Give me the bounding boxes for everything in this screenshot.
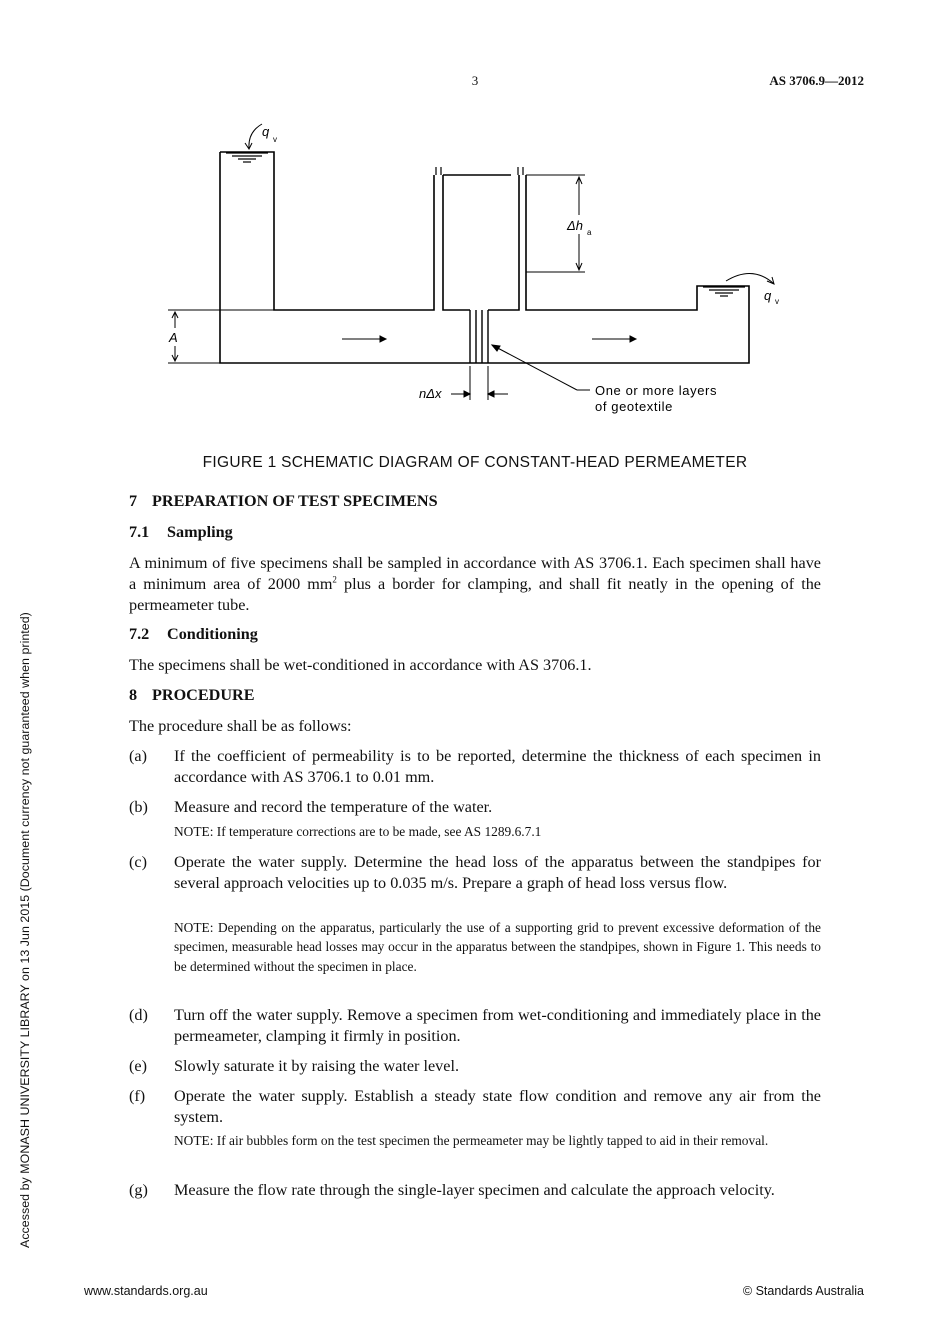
geotextile-label-line1: One or more layers — [595, 383, 718, 398]
procedure-item-b — [129, 797, 821, 818]
section-8-heading — [129, 686, 255, 705]
sampling-paragraph — [129, 553, 821, 615]
item-text: Slowly saturate it by raising the water level. — [174, 1057, 460, 1075]
footer-copyright: © Standards Australia — [742, 1284, 864, 1298]
qv-right-label: q — [764, 288, 772, 303]
item-text: If the coefficient of permeability is to be reported, determine the thickness of each specimen in accordance with AS 3706.1 to 0.01 mm. — [174, 747, 821, 786]
item-label: (d) — [129, 1006, 148, 1024]
geotextile-layers — [470, 310, 488, 363]
item-label: (b) — [129, 798, 148, 816]
section-title: PROCEDURE — [152, 686, 255, 704]
section-number: 7.2 — [129, 625, 150, 643]
item-text: Turn off the water supply. Remove a specimen from wet-conditioning and immediately place in the permeameter, clamping it firmly in position. — [174, 1006, 821, 1045]
item-text: Measure and record the temperature of the water. — [174, 798, 493, 816]
procedure-item-f — [129, 1086, 821, 1128]
flow-direction-arrows — [342, 336, 636, 342]
procedure-intro: The procedure shall be as follows: — [129, 717, 352, 735]
qv-left-label: q — [262, 124, 270, 139]
section-number: 7 — [129, 492, 138, 510]
footer-website-link[interactable]: www.standards.org.au — [84, 1284, 208, 1298]
procedure-item-e — [129, 1056, 821, 1077]
section-7-heading — [129, 492, 438, 511]
sampling-superscript: 2 — [332, 574, 337, 585]
geotextile-leader — [492, 345, 590, 390]
n-delta-x-label: nΔx — [419, 386, 442, 401]
procedure-item-g — [129, 1180, 821, 1201]
item-text: Operate the water supply. Determine the head loss of the apparatus between the standpipes for several approach velocities up to 0.035 m/s. Prepare a graph of head loss versus flow. — [174, 853, 821, 892]
procedure-note-c: NOTE: Depending on the apparatus, particularly the use of a supporting grid to prevent excessive deformation of the specimen, measurable head losses may occur in the apparatus between the standpipes, shown in Figure 1. This needs to be determined without the specimen in place. — [174, 920, 821, 974]
height-a-label: A — [169, 330, 178, 345]
item-label: (f) — [129, 1087, 146, 1105]
procedure-note-b: NOTE: If temperature corrections are to be made, see AS 1289.6.7.1 — [174, 824, 542, 839]
water-level-left-icon — [226, 153, 268, 162]
figure-caption: FIGURE 1 SCHEMATIC DIAGRAM OF CONSTANT-HEAD PERMEAMETER — [202, 454, 748, 471]
procedure-item-c — [129, 852, 821, 894]
delta-h-label: Δh — [567, 218, 583, 233]
item-label: (a) — [129, 747, 147, 765]
section-number: 8 — [129, 686, 138, 704]
height-a-dimension — [168, 310, 274, 363]
qv-right-sub: v — [775, 297, 779, 306]
section-title: PREPARATION OF TEST SPECIMENS — [152, 492, 438, 510]
access-side-note: Accessed by MONASH UNIVERSITY LIBRARY on 13 Jun 2015 (Document currency not guaranteed when printed) — [18, 612, 32, 1248]
section-title: Sampling — [167, 523, 233, 541]
item-text: Measure the flow rate through the single-layer specimen and calculate the approach velocity. — [174, 1181, 775, 1199]
section-number: 7.1 — [129, 523, 150, 541]
item-label: (e) — [129, 1057, 147, 1075]
delta-h-sub: a — [587, 228, 592, 237]
section-7-1-heading — [129, 523, 233, 542]
item-label: (g) — [129, 1181, 148, 1199]
procedure-note-f: NOTE: If air bubbles form on the test specimen the permeameter may be lightly tapped to aid in their removal. — [174, 1133, 769, 1148]
item-label: (c) — [129, 853, 147, 871]
n-delta-x-dimension — [451, 366, 508, 400]
sampling-text-b: plus a border for clamping, and shall fit neatly in the opening of the permeameter tube. — [129, 574, 821, 614]
qv-left-sub: v — [273, 135, 277, 144]
geotextile-label-line2: of geotextile — [595, 399, 673, 414]
standard-code: AS 3706.9—2012 — [769, 73, 864, 88]
page-number: 3 — [471, 73, 479, 88]
procedure-item-a — [129, 746, 821, 788]
permeameter-diagram — [150, 115, 800, 415]
outflow-arrow-icon — [726, 273, 773, 283]
sampling-text-a: A minimum of five specimens shall be sampled in accordance with AS 3706.1. Each specimen shall have a minimum area of 2000 mm — [129, 554, 821, 593]
procedure-item-d — [129, 1005, 821, 1047]
section-7-2-heading — [129, 625, 258, 644]
permeameter-outline — [220, 152, 749, 363]
water-level-right-icon — [703, 287, 745, 296]
section-title: Conditioning — [167, 625, 258, 643]
conditioning-paragraph: The specimens shall be wet-conditioned in accordance with AS 3706.1. — [129, 656, 592, 674]
item-text: Operate the water supply. Establish a steady state flow condition and remove any air from the system. — [174, 1087, 821, 1126]
